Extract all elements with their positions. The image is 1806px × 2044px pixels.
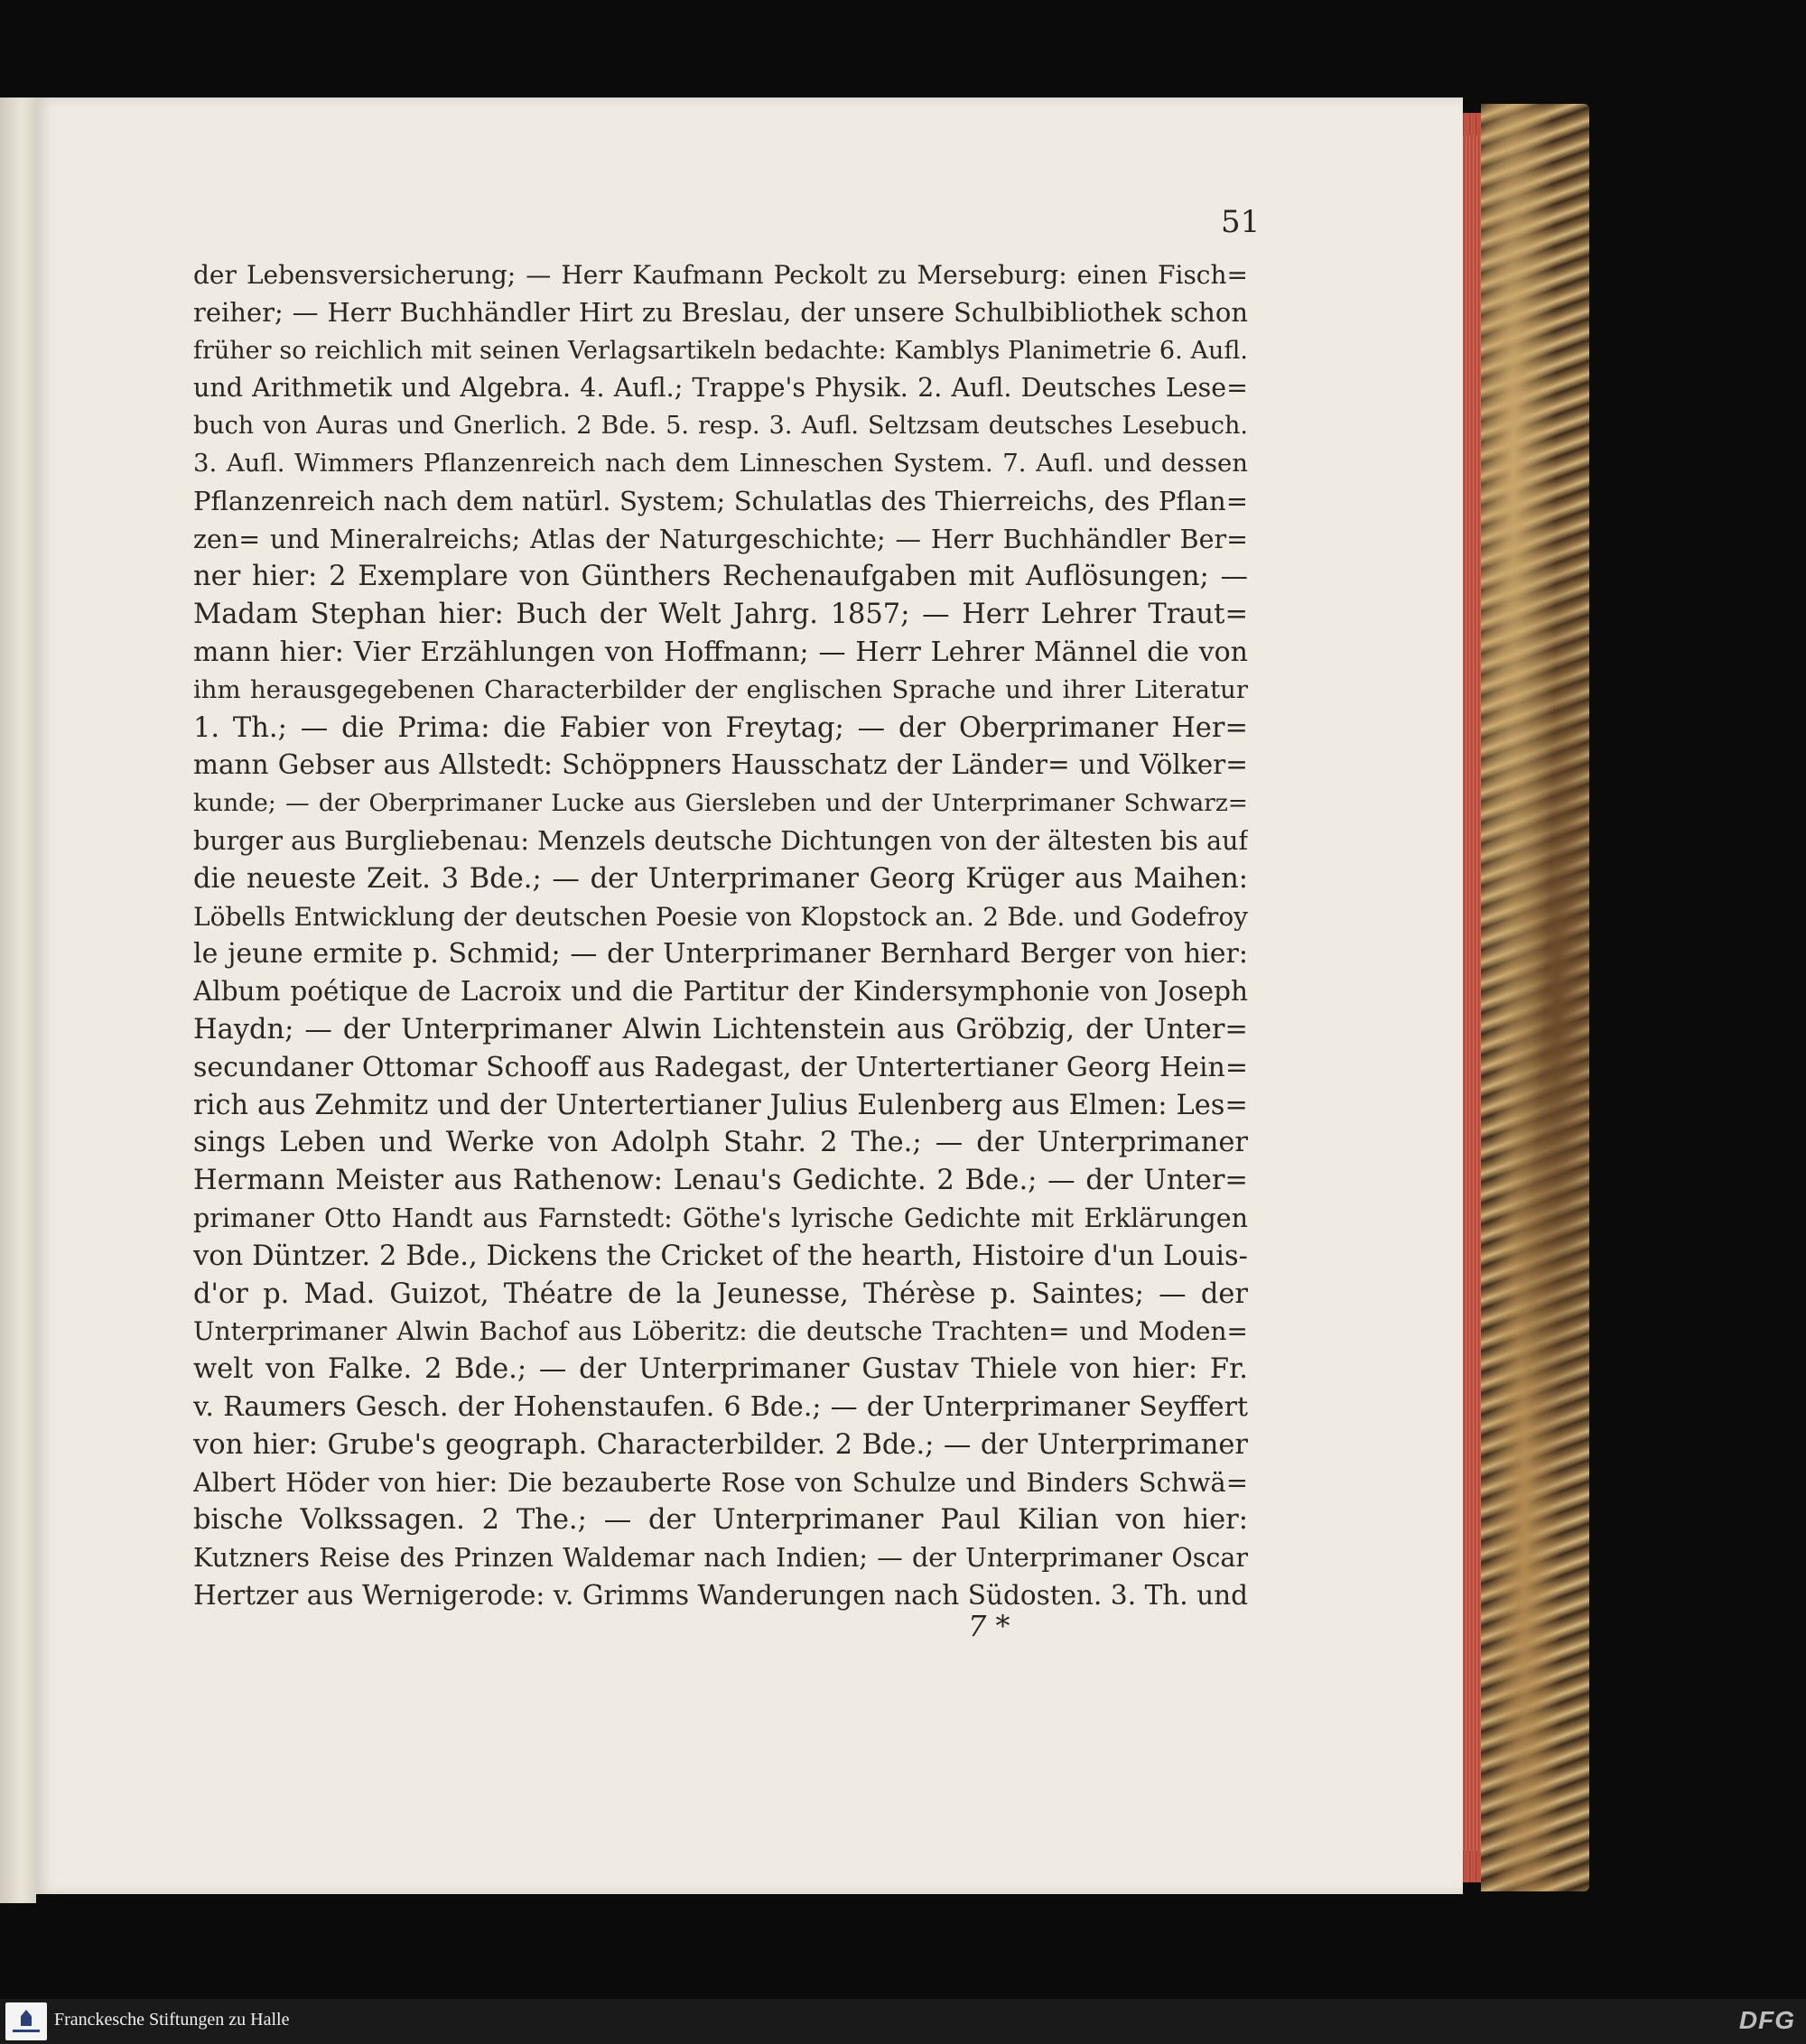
text-line: bische Volkssagen. 2 The.; — der Unterprimaner Paul Kilian von hier:	[193, 1504, 1248, 1537]
institution-label[interactable]: Franckesche Stiftungen zu Halle	[54, 2010, 290, 2030]
text-line: Albert Höder von hier: Die bezauberte Rose von Schulze und Binders Schwä=	[193, 1466, 1248, 1498]
text-line: Pflanzenreich nach dem natürl. System; Schulatlas des Thierreichs, des Pflan=	[193, 485, 1248, 516]
text-line: Löbells Entwicklung der deutschen Poesie von Klopstock an. 2 Bde. und Godefroy	[193, 901, 1248, 932]
text-line: ihm herausgegebenen Characterbilder der englischen Sprache und ihrer Literatur	[193, 674, 1248, 704]
text-line: d'or p. Mad. Guizot, Théatre de la Jeunesse, Thérèse p. Saintes; — der	[193, 1278, 1248, 1310]
footer-bar	[0, 1999, 1806, 2044]
text-line: Madam Stephan hier: Buch der Welt Jahrg. 1857; — Herr Lehrer Traut=	[193, 599, 1248, 631]
text-line: von hier: Grube's geograph. Characterbilder. 2 Bde.; — der Unterprimaner	[193, 1428, 1248, 1461]
page-body-text	[193, 256, 1248, 1615]
text-line: 3. Aufl. Wimmers Pflanzenreich nach dem Linneschen System. 7. Aufl. und dessen	[193, 448, 1248, 478]
text-line: le jeune ermite p. Schmid; — der Unterprimaner Bernhard Berger von hier:	[193, 938, 1248, 971]
text-line: buch von Auras und Gnerlich. 2 Bde. 5. resp. 3. Aufl. Seltzsam deutsches Lesebuch.	[193, 412, 1248, 441]
logo-base-line	[13, 2030, 40, 2032]
text-line: primaner Otto Handt aus Farnstedt: Göthe's lyrische Gedichte mit Erklärungen	[193, 1203, 1248, 1233]
text-line: Hermann Meister aus Rathenow: Lenau's Gedichte. 2 Bde.; — der Unter=	[193, 1165, 1248, 1197]
text-line: burger aus Burgliebenau: Menzels deutsche Dichtungen von der ältesten bis auf	[193, 825, 1248, 856]
signature-mark: 7 *	[968, 1609, 1010, 1643]
text-line: ner hier: 2 Exemplare von Günthers Rechenaufgaben mit Auflösungen; —	[193, 561, 1248, 593]
text-line: der Lebensversicherung; — Herr Kaufmann Peckolt zu Merseburg: einen Fisch=	[193, 260, 1248, 290]
text-line: kunde; — der Oberprimaner Lucke aus Giersleben und der Unterprimaner Schwarz=	[193, 789, 1248, 818]
text-line: Unterprimaner Alwin Bachof aus Löberitz: die deutsche Trachten= und Moden=	[193, 1316, 1248, 1347]
page-number: 51	[1221, 204, 1261, 240]
facing-page-edge	[0, 98, 36, 1903]
francke-foundation-logo-icon[interactable]	[5, 2002, 47, 2040]
text-line: Kutzners Reise des Prinzen Waldemar nach Indien; — der Unterprimaner Oscar	[193, 1543, 1248, 1574]
text-line: früher so reichlich mit seinen Verlagsartikeln bedachte: Kamblys Planimetrie 6. Aufl.	[193, 336, 1248, 365]
text-line: mann hier: Vier Erzählungen von Hoffmann; — Herr Lehrer Männel die von	[193, 636, 1248, 668]
text-line: rich aus Zehmitz und der Untertertianer Julius Eulenberg aus Elmen: Les=	[193, 1089, 1248, 1121]
text-line: und Arithmetik und Algebra. 4. Aufl.; Trappe's Physik. 2. Aufl. Deutsches Lese=	[193, 373, 1248, 404]
text-line: 1. Th.; — die Prima: die Fabier von Freytag; — der Oberprimaner Her=	[193, 711, 1248, 744]
text-line: Haydn; — der Unterprimaner Alwin Lichtenstein aus Gröbzig, der Unter=	[193, 1013, 1248, 1045]
marbled-cover-board	[1481, 104, 1589, 1891]
text-line: welt von Falke. 2 Bde.; — der Unterprimaner Gustav Thiele von hier: Fr.	[193, 1353, 1248, 1386]
text-line: Album poétique de Lacroix und die Partitur der Kindersymphonie von Joseph	[193, 976, 1248, 1008]
dfg-logo[interactable]: DFG	[1738, 2006, 1795, 2034]
text-line: reiher; — Herr Buchhändler Hirt zu Breslau, der unsere Schulbibliothek schon	[193, 296, 1248, 328]
text-line: die neueste Zeit. 3 Bde.; — der Unterprimaner Georg Krüger aus Maihen:	[193, 862, 1248, 895]
text-line: secundaner Ottomar Schooff aus Radegast, der Untertertianer Georg Hein=	[193, 1051, 1248, 1083]
text-line: Hertzer aus Wernigerode: v. Grimms Wanderungen nach Südosten. 3. Th. und	[193, 1579, 1248, 1611]
text-line: sings Leben und Werke von Adolph Stahr. 2 The.; — der Unterprimaner	[193, 1127, 1248, 1159]
text-line: mann Gebser aus Allstedt: Schöppners Hausschatz der Länder= und Völker=	[193, 749, 1248, 781]
text-line: zen= und Mineralreichs; Atlas der Naturgeschichte; — Herr Buchhändler Ber=	[193, 524, 1248, 554]
text-line: von Düntzer. 2 Bde., Dickens the Cricket of the hearth, Histoire d'un Louis-	[193, 1240, 1248, 1272]
logo-building-shape	[21, 2010, 32, 2026]
text-line: v. Raumers Gesch. der Hohenstaufen. 6 Bde.; — der Unterprimaner Seyffert	[193, 1390, 1248, 1423]
